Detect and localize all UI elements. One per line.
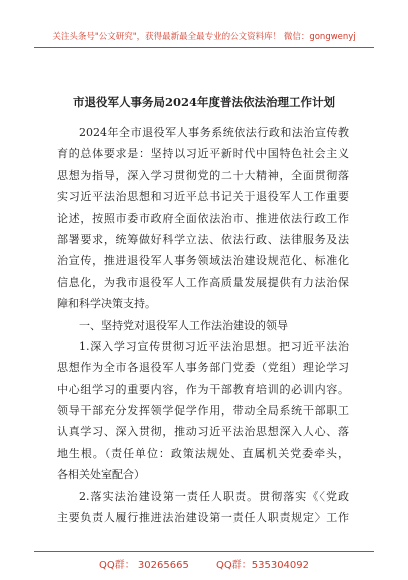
footer-qq-group-1: QQ群： 30265665 (98, 560, 189, 571)
header-note: 关注头条号"公文研究"，获得最新最全最专业的公文资料库！ 微信：gongwenyj (52, 32, 356, 42)
body-line: 各相关处室配合） (57, 468, 145, 482)
document-title: 市退役军人事务局2024年度普法依法治理工作计划 (72, 95, 335, 109)
body-line: 领导干部充分发挥领学促学作用，带动全局系统干部职工 (57, 404, 349, 418)
header-divider (34, 47, 374, 48)
footer-divider (34, 551, 374, 552)
document-body (57, 122, 349, 528)
body-line: 障和科学决策支持。 (57, 297, 156, 311)
body-line: 中心组学习的重要内容，作为干部教育培训的必训内容。 (57, 382, 349, 396)
body-line: 信息化，为我市退役军人工作高质量发展提供有力法治保 (57, 275, 349, 289)
section-heading: 一、坚持党对退役军人工作法治建设的领导 (79, 318, 288, 332)
body-line: 地生根。（责任单位：政策法规处、直属机关党委牵头， (57, 446, 349, 460)
body-line: 2.落实法治建设第一责任人职责。贯彻落实《〈党政 (79, 489, 349, 503)
footer (0, 556, 408, 571)
body-line: 1.深入学习宣传贯彻习近平法治思想。把习近平法治 (79, 339, 349, 353)
body-line: 2024年全市退役军人事务系统依法行政和法治宣传教 (79, 126, 349, 139)
body-line: 思想作为全市各退役军人事务部门党委（党组）理论学习 (57, 361, 349, 375)
body-line: 实习近平法治思想和习近平总书记关于退役军人工作重要 (57, 190, 349, 204)
body-line: 育的总体要求是：坚持以习近平新时代中国特色社会主义 (57, 147, 349, 161)
body-line: 主要负责人履行推进法治建设第一责任人职责规定〉工作 (57, 511, 349, 525)
body-line: 治宣传，推进退役军人事务领域法治建设规范化、标准化 (57, 254, 349, 268)
body-line: 思想为指导，深入学习贯彻党的二十大精神，全面贯彻落 (57, 168, 349, 182)
body-line: 认真学习、深入贯彻，推动习近平法治思想深入人心、落 (57, 425, 349, 439)
body-line: 论述，按照市委市政府全面依法治市、推进依法行政工作 (57, 211, 349, 225)
body-line: 部署要求，统筹做好科学立法、依法行政、法律服务及法 (57, 232, 349, 246)
footer-qq-group-2: QQ群：535304092 (216, 560, 310, 571)
